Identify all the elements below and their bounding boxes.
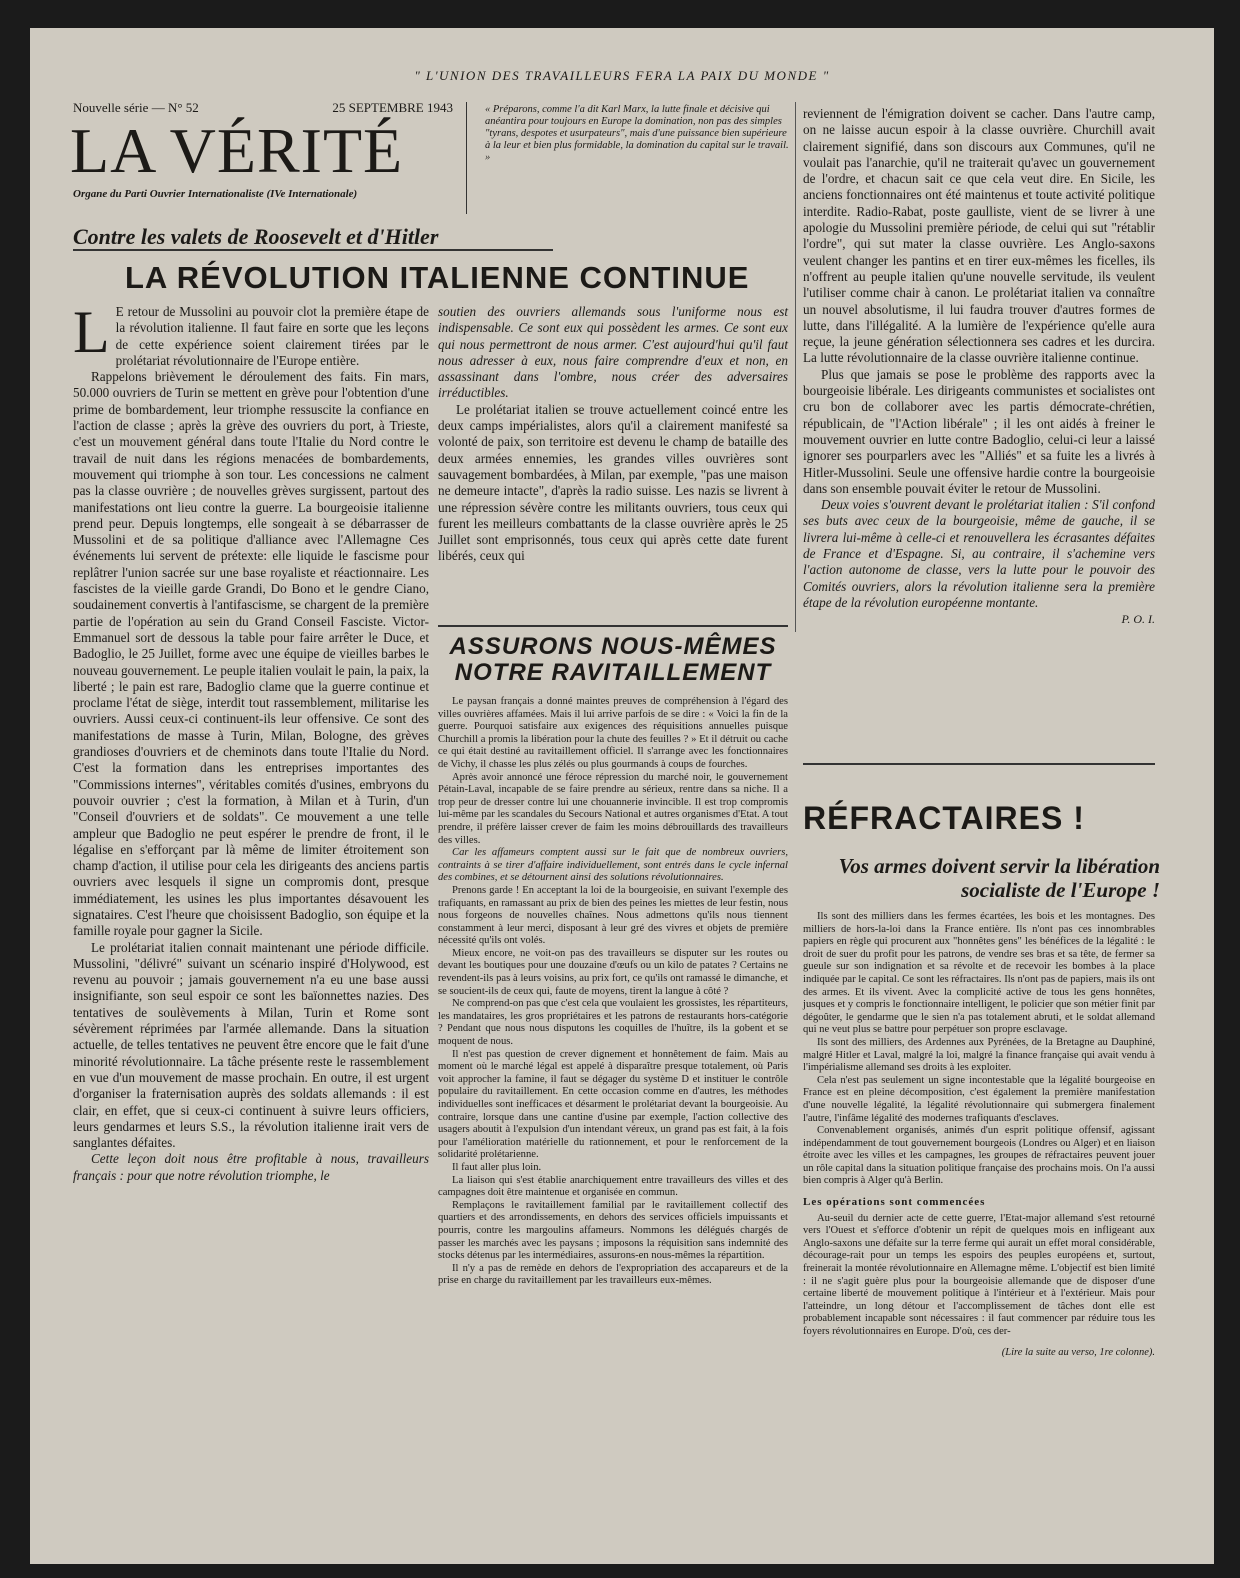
- ravitaillement-body: Le paysan français a donné maintes preuves de compréhension à l'égard des villes ouvrières affamées. Mais il lui arrive parfois de se dire : « Voici la fin de la guerre. Pourquoi satisfaire aux exigences des réquisitions annuelles puisque Churchill a promis la libération pour la chute des feuilles ? » Et il détruit ou cache ce qui était destiné au ravitaillement officiel. Il s'arrange avec les fonctionnaires de Vichy, il chasse les plus zélés ou plus gourmands à coups de fourches. Après avoir annoncé une féroce répression du marché noir, le gouvernement Pétain-Laval, incapable de se faire prendre au sérieux, rentre dans sa niche. Il a trop peur de dresser contre lui une chouannerie invincible. Il est trop compromis lui-même par les scandales du Secours National et autres organismes d'Etat. A tout prendre, il préfère laisser crever de faim les moins débrouillards des travailleurs des villes. Car les affameurs comptent aussi sur le fait que de nombreux ouvriers, contraints à se tirer d'affaire individuellement, sont entrés dans le cycle infernal des combines, et se détournent ainsi des solutions révolutionnaires. Prenons garde ! En acceptant la loi de la bourgeoisie, en suivant l'exemple des trafiquants, en ramassant au prix de bien des peines les miettes de leur festin, nous nous forgeons de nouvelles chaînes. Nous admettons qu'ils nous tiennent constamment à leur merci, disposant à leur gré des vivres et objets de première nécessité qu'ils ont volés. Mieux encore, ne voit-on pas des travailleurs se disputer sur les routes ou devant les boutiques pour une douzaine d'œufs ou un kilo de patates ? Certains ne revendent-ils pas à leurs voisins, au prix fort, ce qu'ils ont ramassé le dimanche, et se soucient-ils de ceux qui, faute de moyens, tirent la langue à côté ? Ne comprend-on pas que c'est cela que voulaient les grossistes, les répartiteurs, les mandataires, les gros propriétaires et les patrons de restaurants hors-catégorie ? Pendant que nous nous disputons les coquilles de l'huître, ils la gobent et se moquent de nous. Il n'est pas question de crever dignement et honnêtement de faim. Mais au moment où le marché légal est appelé à disparaître presque totalement, où Paris voit approcher la famine, il faut se dégager du système D et instituer le contrôle populaire du ravitaillement. En cette occasion comme en d'autres, les méthodes individuelles sont inefficaces et désarment le prolétariat devant la bourgeoisie. Au contraire, lorsque dans une cantine d'usine par exemple, l'action collective des usagers aboutit à l'expulsion d'un intendant véreux, un grand pas est fait, à la fois pour l'amélioration matérielle du rationnement, et pour le renforcement de la solidarité prolétarienne. Il faut aller plus loin. La liaison qui s'est établie anarchiquement entre travailleurs des villes et des campagnes doit être maintenue et organisée en commun. Remplaçons le ravitaillement familial par le ravitaillement collectif des quartiers et des arrondissements, en dehors des services officiels impuissants et pourris, contre les margoulins affameurs. Nommons les délégués chargés de passer les marchés avec les paysans ; imposons la réquisition sans indemnité des stocks détenus par les intermédiaires, assurons-en nous-mêmes la répartition. Il n'y a pas de remède en dehors de l'expropriation des accapareurs et de la prise en charge du ravitaillement par les travailleurs eux-mêmes.: [438, 696, 788, 1287]
- signature: P. O. I.: [1121, 612, 1155, 627]
- section-rule: [803, 763, 1155, 765]
- paragraph: Plus que jamais se pose le problème des rapports avec la bourgeoisie libérale. Les dirigeants communistes et socialistes ont cru bon de collaborer avec les partis démocrate-chrétien, républicain, de "l'Action libérale" ; il les ont aidés à freiner le mouvement ouvrier en lutte contre Badoglio, celui-ci leur a laissé ignorer ses pourparlers avec les "Alliés" et sa fuite les a livrés à Hitler-Mussolini. Seule une offensive hardie contre la bourgeoisie dans son ensemble pouvait éviter le retour de Mussolini.: [803, 366, 1155, 496]
- paragraph: soutien des ouvriers allemands sous l'uniforme nous est indispensable. Ce sont eux qui possèdent les armes. Ce sont eux qui nous permettront de nous armer. C'est aujourd'hui qu'il faut nous adresser à eux, nous faire comprendre d'eux et non, en assassinant dans l'ombre, nous créer des adversaires irréductibles.: [438, 304, 788, 401]
- section-rule: [438, 625, 788, 627]
- kicker-rule: [73, 249, 553, 251]
- paragraph: Cette leçon doit nous être profitable à nous, travailleurs français : pour que notre révolution triomphe, le: [73, 1151, 429, 1183]
- paragraph: Deux voies s'ouvrent devant le prolétariat italien : S'il confond ses buts avec ceux de la bourgeoisie, même de gauche, il se livrera lui-même à celle-ci et renouvellera les écrasantes défaites de France et d'Espagne. Si, au contraire, il s'achemine vers l'action autonome de classe, vers la lutte pour le pouvoir des Comités ouvriers, alors la révolution italienne sera la première étape de la révolution européenne montante.: [803, 497, 1155, 610]
- article-lead: L E retour de Mussolini au pouvoir clot la première étape de la révolution italienne. Il faut faire en sorte que les leçons de cette expérience soient clairement tirées par le prolétariat révolutionnaire de l'Europe entière.: [73, 299, 429, 368]
- dropcap: L: [73, 299, 110, 365]
- series-number: Nouvelle série — N° 52: [73, 100, 199, 115]
- motto: " L'UNION DES TRAVAILLEURS FERA LA PAIX DU MONDE ": [414, 68, 830, 83]
- refractaires-title: RÉFRACTAIRES !: [803, 800, 1085, 836]
- marx-quote: « Préparons, comme l'a dit Karl Marx, la lutte finale et décisive qui anéantira pour toujours en Europe la domination, non pas des simples "tyrans, despotes et usurpateurs", mais d'une puissance bien supérieure à la leur et bien plus formidable, la domination du capital sur le travail. »: [485, 104, 789, 163]
- continuation-note: (Lire la suite au verso, 1re colonne).: [1001, 1346, 1155, 1358]
- paragraph: Le prolétariat italien connait maintenant une période difficile. Mussolini, "délivré" suivant un scénario inspiré d'Holywood, est revenu au pouvoir ; jamais gouvernement n'a eu une base aussi insignifiante, son seul espoir ce sont les baïonnettes nazies. Des tentatives de soulèvements à Milan, Turin et Rome sont sévèrement réprimées par l'armée allemande. Dans la situation actuelle, de telles tentatives ne peuvent être encore que le fait d'une minorité révolutionnaire. La tâche présente reste le rassemblement en vue d'un mouvement de masse prochain. En outre, il est urgent d'organiser la fraternisation auprès des soldats allemands : il est clair, en effet, que si ceux-ci continuent à suivre leurs officiers, leurs gendarmes et leurs S.S., la révolution italienne irait vers de sanglantes défaites.: [73, 939, 429, 1151]
- masthead-meta: [73, 100, 453, 116]
- ravitaillement-title: ASSURONS NOUS-MÊMES NOTRE RAVITAILLEMENT: [449, 633, 777, 686]
- masthead-divider: [466, 102, 467, 214]
- newspaper-page: [30, 28, 1214, 1564]
- column-divider: [795, 102, 796, 632]
- newspaper-title: LA VÉRITÉ: [70, 115, 404, 186]
- main-headline: LA RÉVOLUTION ITALIENNE CONTINUE: [125, 260, 750, 295]
- paragraph: reviennent de l'émigration doivent se cacher. Dans l'autre camp, on ne laisse aucun espoir à la classe ouvrière. Churchill avait clairement signifié, dans son discours aux Communes, qu'il ne voulait pas l'anarchie, qu'il ne traiterait qu'avec un gouvernement de l'ordre, et chacun sait ce que cela veut dire. En Sicile, les anciens fonctionnaires ont été maintenus et toute activité politique interdite. Radio-Rabat, poste gaulliste, vient de se livrer à une apologie du Mussolini première période, de celui qui sut "rétablir l'ordre", qui sut mater la classe ouvrière. Les Anglo-saxons veulent changer les pantins et en tirer eux-mêmes les ficelles, ils n'offrent au peuple italien qu'une nouvelle servitude, ils veulent l'utiliser comme chair à canon. Le prolétariat italien va connaître un nouvel absolutisme, il lui faudra trouver d'autres formes de lutte, dans l'illégalité. A la lumière de l'expérience qu'elle aura reçue, la jeune génération sélectionnera ses cadres et les durcira. La lutte révolutionnaire de la classe ouvrière italienne continue.: [803, 106, 1155, 366]
- article-column-2: [438, 304, 788, 565]
- paragraph: Rappelons brièvement le déroulement des faits. Fin mars, 50.000 ouvriers de Turin se mettent en grève pour l'obtention d'une prime de bombardement, leur triomphe ressuscite la confiance en l'action de classe ; après la grève des ouvriers du port, à Trieste, c'est un mouvement général dans toute l'Italie du Nord contre le travail de nuit dans les régions menacées de bombardements, mouvement qui triomphe à son tour. Les concessions ne calment pas la classe ouvrière ; de nouvelles grèves surgissent, partout des manifestations ont lieu contre la guerre. La bourgeoisie italienne prend peur. Depuis longtemps, elle songeait à se débarrasser de Mussolini et de sa politique d'alliance avec l'Allemagne Ces événements lui servent de prétexte: elle liquide le fascisme pour replâtrer l'union sacrée sur une base royaliste et réactionnaire. Les fascistes de la vieille garde Grandi, Do Bono et le gendre Ciano, soudainement convertis à l'antifascisme, se chargent de la première partie de l'opération au sein du Grand Conseil Fasciste. Victor-Emmanuel sort de dessous la table pour faire arrêter le Duce, et Badoglio, le 25 Juillet, forme avec une équipe de vieilles barbes le nouveau gouvernement. Le peuple italien voulait le pain, la paix, la liberté ; le pain est rare, Badoglio clame que la guerre continue et proclame l'état de siège, interdit tout rassemblement, militarise les ouvriers. Aussi ceux-ci continuent-ils leur offensive. Ce sont des manifestations de masse à Turin, Milan, Bologne, des grèves grandioses d'ouvriers et de cheminots dans toute l'Italie du Nord. C'est la formation dans les entreprises importantes des "Commissions internes", véritables comités d'usines, embryons du pouvoir ouvrier ; c'est la formation, à Milan et à Turin, d'un "Conseil d'ouvriers et de soldats". Ce mouvement a une telle ampleur que Badoglio ne peut espérer le prendre de front, il le légalise en s'efforçant par là même de limiter étroitement son champ d'action, il utilise pour cela les dirigeants des anciens partis ouvriers avec lesquels il signe un compromis dont, presque immédiatement, les usines les plus importantes désavouent les signataires. C'est l'heure que choisissent Badoglio, son équipe et la famille royale pour gagner la Sicile.: [73, 369, 429, 939]
- issue-date: 25 SEPTEMBRE 1943: [332, 100, 453, 115]
- refractaires-subtitle: Vos armes doivent servir la libération socialiste de l'Europe !: [838, 854, 1160, 902]
- paragraph: Le prolétariat italien se trouve actuellement coincé entre les deux camps impérialistes, alors qu'il a clairement manifesté sa volonté de paix, son territoire est devenu le champ de bataille des deux armées ennemies, les grandes villes ouvrières sont sauvagement bombardées, à Milan, par exemple, "pas une maison ne demeure intacte", d'après la radio suisse. Les nazis se livrent à une répression sévère contre les militants ouvriers, tous ceux qui furent les meilleurs combattants de la classe ouvrière après le 25 Juillet sont emprisonnés, tous ceux qui après cette date furent libérés, ceux qui: [438, 401, 788, 564]
- article-kicker: Contre les valets de Roosevelt et d'Hitler: [73, 224, 439, 249]
- article-column-1: [73, 299, 429, 1184]
- refractaires-body: Ils sont des milliers dans les fermes écartées, les bois et les montagnes. Des milliers de hors-la-loi dans la France entière. Ils n'ont pas ces innombrables papiers en règle qui procurent aux "honnêtes gens" les bénéfices de la légalité : le droit de suer du profit pour les patrons, de vendre ses bras et sa tête, de fermer sa gueule sur son indignation et sa révolte et de recevoir les bombes à la place indiquée par le capital. Ce sont les réfractaires. Ils n'ont pas de papiers, mais ils ont des armes. Et ils vivent. Avec la complicité active de tous les gens honnêtes, jusques et y compris le fonctionnaire intelligent, le policier que son métier finit par dégoûter, le gendarme que le sien n'a pas totalement abruti, et le soldat allemand qui ne veut plus se battre pour perpétuer son propre esclavage. Ils sont des milliers, des Ardennes aux Pyrénées, de la Bretagne au Dauphiné, malgré Hitler et Laval, malgré la loi, malgré la finance française qui avait vendu à l'impérialisme allemand ses droits à les exploiter. Cela n'est pas seulement un signe incontestable que la légalité bourgeoise en France est en pleine décomposition, c'est également la première manifestation d'une nouvelle légalité, la légalité révolutionnaire qui submergera finalement l'autre, l'infâme légalité des modernes trafiquants d'esclaves. Convenablement organisés, animés d'un esprit politique offensif, agissant indépendamment de tout gouvernement bourgeois (Londres ou Alger) et en liaison étroite avec les villes et les campagnes, les groupes de réfractaires peuvent jouer un rôle capital dans la situation politique française des prochains mois. On l'a aussi bien compris à Alger qu'à Berlin. Les opérations sont commencées Au-seuil du dernier acte de cette guerre, l'Etat-major allemand s'est retourné vers l'Ouest et s'efforce d'obtenir un répit de quelques mois en infligeant aux Anglo-saxons une défaite sur la terre ferme qui aurait un effet moral considérable, décourage-rait pour un temps les espoirs des peuples européens et, surtout, freinerait la montée révolutionnaire en Allemagne même. L'objectif est bien limité : il ne s'agit guère plus pour la bourgeoisie allemande que de disposer d'une certaine liberté de mouvement politique à l'intérieur et à l'extérieur. Mais pour l'atteindre, un long détour et l'accomplissement de tâches dont elle est probablement incapable sont nécessaires : il faut commencer par réduire tous les foyers révolutionnaires en Europe. D'où, ces der- (Lire la suite au verso, 1re colonne).: [803, 911, 1155, 1358]
- subheading: Les opérations sont commencées: [803, 1196, 986, 1209]
- article-column-3: [803, 106, 1155, 628]
- newspaper-organ: Organe du Parti Ouvrier Internationaliste (IVe Internationale): [73, 188, 358, 200]
